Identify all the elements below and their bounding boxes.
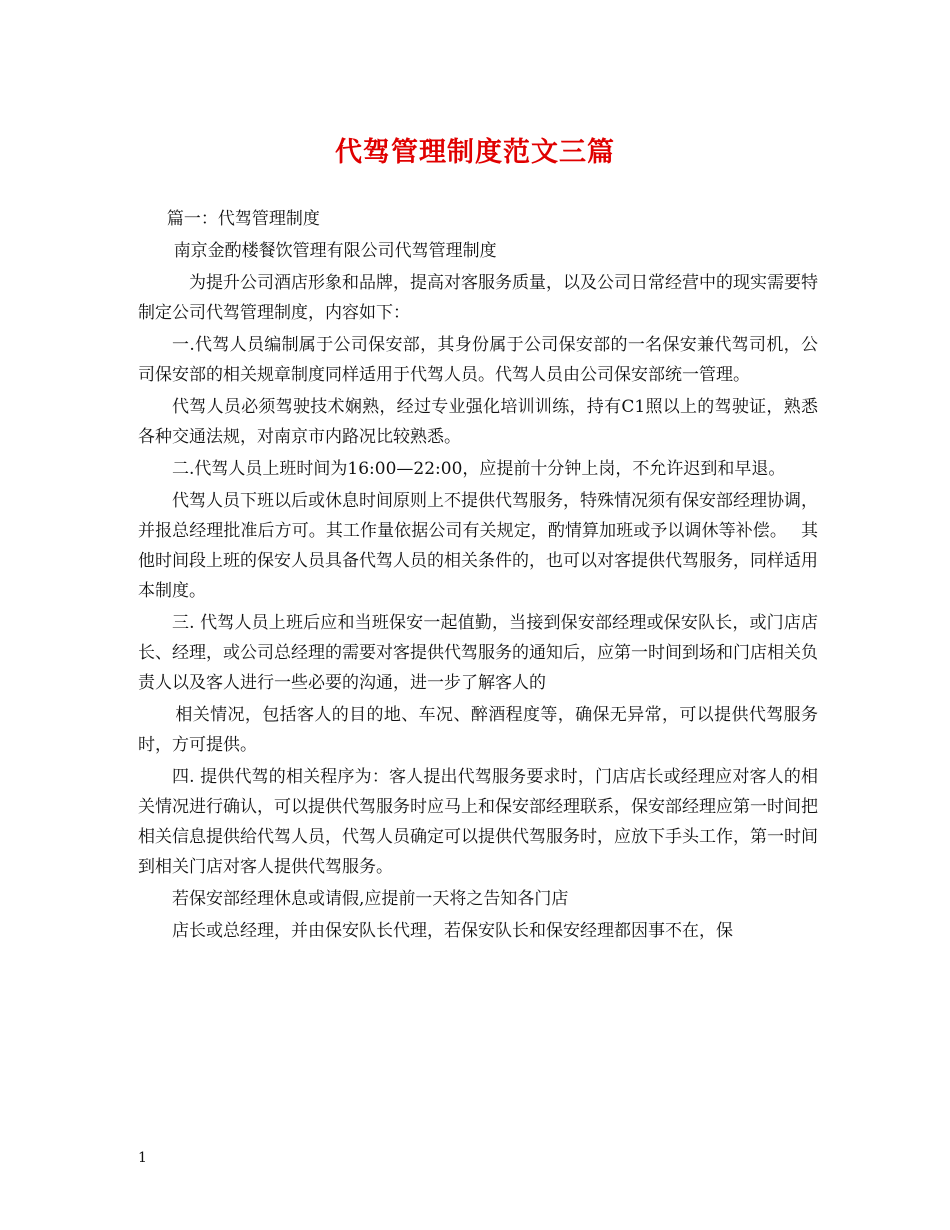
document-body [138,204,818,948]
paragraph-rule-3-continued: 相关情况，包括客人的目的地、车况、醉酒程度等，确保无异常，可以提供代驾服务时，方可提供。 [138,705,818,755]
paragraph-rule-2-detail: 代驾人员下班以后或休息时间原则上不提供代驾服务，特殊情况须有保安部经理协调，并报总经理批准后方可。其工作量依据公司有关规定，酌情算加班或予以调休等补偿。 其他时间段上班的保安人员具备代驾人员的相关条件的，也可以对客提供代驾服务，同样适用本制度。 [138,491,818,601]
paragraph-rule-3: 三. 代驾人员上班后应和当班保安一起值勤，当接到保安部经理或保安队长，或门店店长、经理，或公司总经理的需要对客提供代驾服务的通知后，应第一时间到场和门店相关负责人以及客人进行一些必要的沟通，进一步了解客人的 [138,613,818,693]
paragraph-rule-4-detail: 若保安部经理休息或请假,应提前一天将之告知各门店 [172,889,569,909]
subheading: 南京金酌楼餐饮管理有限公司代驾管理制度 [173,241,497,261]
paragraph-rule-1-detail: 代驾人员必须驾驶技术娴熟，经过专业强化培训训练，持有C1照以上的驾驶证，熟悉各种交通法规，对南京市内路况比较熟悉。 [138,397,818,447]
paragraph-rule-1: 一.代驾人员编制属于公司保安部，其身份属于公司保安部的一名保安兼代驾司机，公司保安部的相关规章制度同样适用于代驾人员。代驾人员由公司保安部统一管理。 [138,335,818,385]
page-number: 1 [138,1150,147,1166]
document-title: 代驾管理制度范文三篇 [335,137,615,168]
paragraph-rule-2: 二.代驾人员上班时间为16:00—22:00，应提前十分钟上岗，不允许迟到和早退。 [172,459,786,479]
paragraph-rule-4-continued: 店长或总经理，并由保安队长代理，若保安队长和保安经理都因事不在，保 [172,921,733,941]
paragraph-rule-4: 四. 提供代驾的相关程序为：客人提出代驾服务要求时，门店店长或经理应对客人的相关情况进行确认，可以提供代驾服务时应马上和保安部经理联系，保安部经理应第一时间把相关信息提供给代驾人员，代驾人员确定可以提供代驾服务时，应放下手头工作，第一时间到相关门店对客人提供代驾服务。 [138,767,818,877]
section-heading: 篇一：代驾管理制度 [166,209,320,229]
paragraph-intro: 为提升公司酒店形象和品牌，提高对客服务质量，以及公司日常经营中的现实需要特制定公司代驾管理制度，内容如下： [138,273,818,323]
